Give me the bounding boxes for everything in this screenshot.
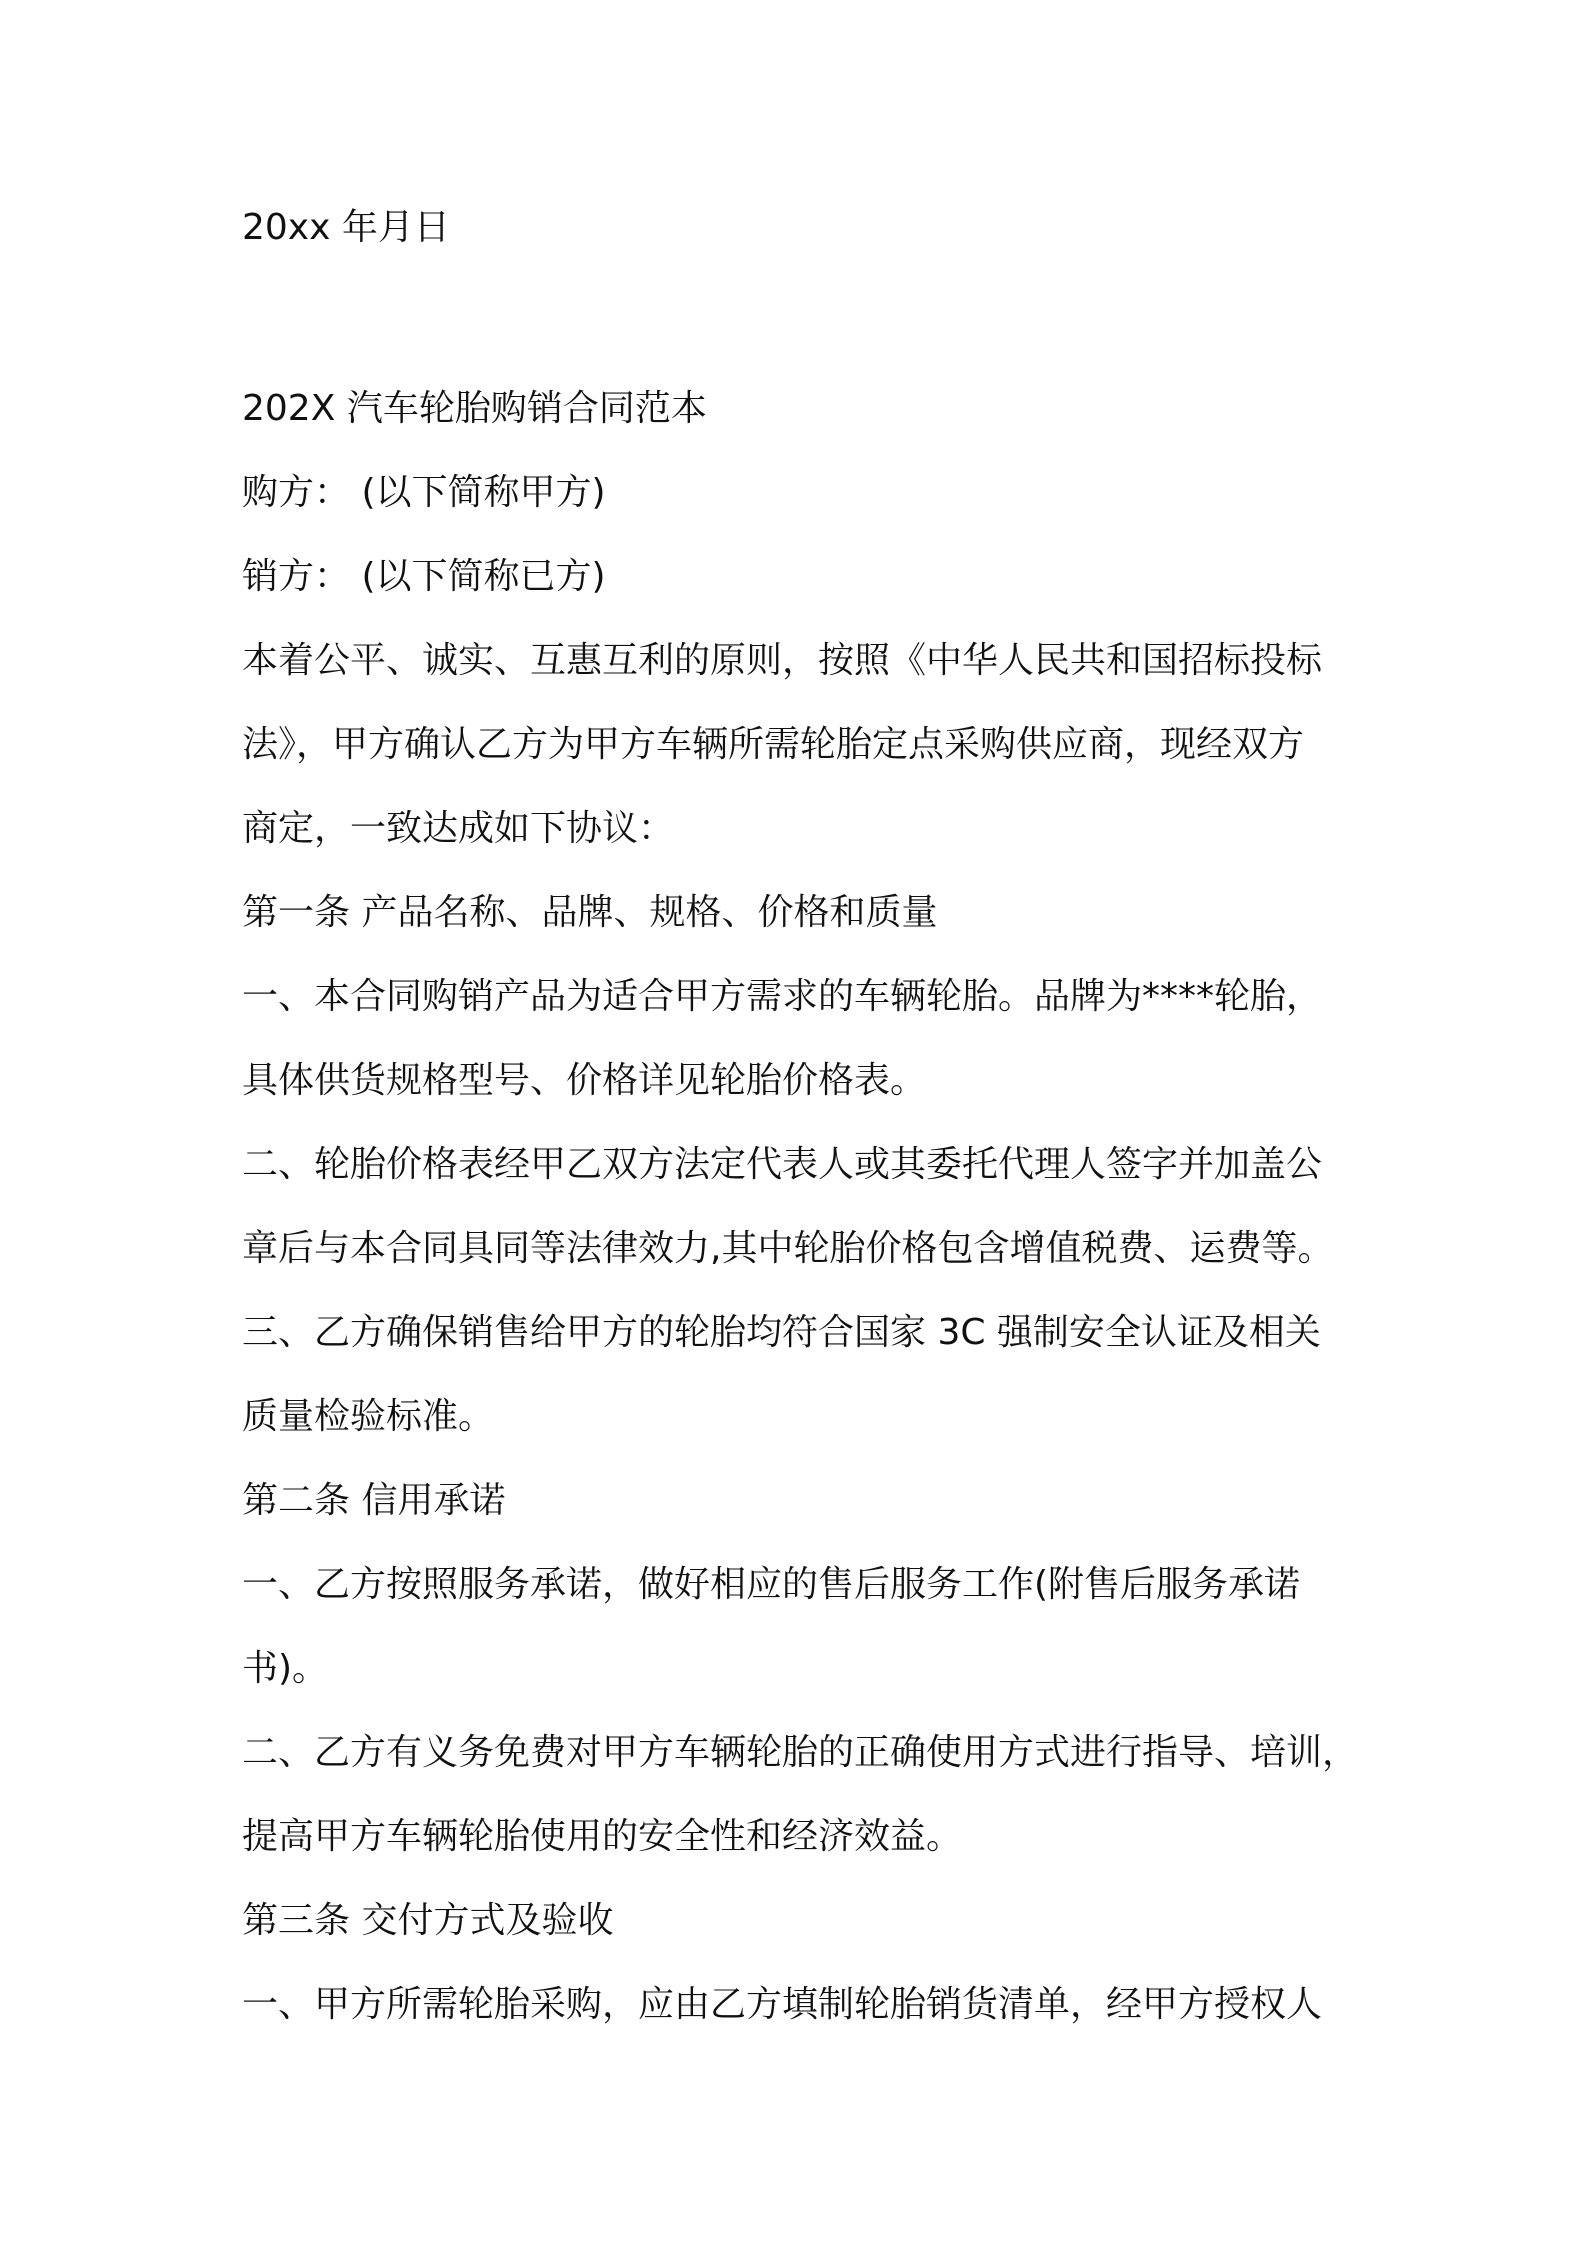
section-heading: 第一条 产品名称、品牌、规格、价格和质量 — [242, 892, 938, 933]
paragraph-line: 提高甲方车辆轮胎使用的安全性和经济效益。 — [242, 1816, 963, 1857]
paragraph-line: 商定，一致达成如下协议： — [242, 808, 675, 849]
paragraph-line: 一、甲方所需轮胎采购，应由乙方填制轮胎销货清单，经甲方授权人 — [242, 1984, 1323, 2025]
date-line: 20xx 年月日 — [242, 207, 450, 248]
paragraph-line: 章后与本合同具同等法律效力,其中轮胎价格包含增值税费、运费等。 — [242, 1228, 1334, 1269]
paragraph-line: 书)。 — [242, 1648, 329, 1689]
paragraph-line: 二、轮胎价格表经甲乙双方法定代表人或其委托代理人签字并加盖公 — [242, 1144, 1323, 1185]
document-body — [242, 367, 1358, 2047]
paragraph-line: 具体供货规格型号、价格详见轮胎价格表。 — [242, 1060, 927, 1101]
buyer-line: 购方： (以下简称甲方) — [242, 472, 606, 513]
paragraph-line: 一、乙方按照服务承诺，做好相应的售后服务工作(附售后服务承诺 — [242, 1564, 1301, 1605]
paragraph-line: 本着公平、诚实、互惠互利的原则，按照《中华人民共和国招标投标 — [242, 640, 1323, 681]
paragraph-line: 三、乙方确保销售给甲方的轮胎均符合国家 3C 强制安全认证及相关 — [242, 1312, 1321, 1353]
paragraph-line: 法》，甲方确认乙方为甲方车辆所需轮胎定点采购供应商，现经双方 — [242, 724, 1305, 765]
paragraph-line: 质量检验标准。 — [242, 1396, 495, 1437]
seller-line: 销方： (以下简称已方) — [242, 556, 606, 597]
contract-title: 202X 汽车轮胎购销合同范本 — [242, 388, 707, 429]
paragraph-line: 一、本合同购销产品为适合甲方需求的车辆轮胎。品牌为****轮胎， — [242, 976, 1323, 1017]
section-heading: 第二条 信用承诺 — [242, 1480, 506, 1521]
paragraph-line: 二、乙方有义务免费对甲方车辆轮胎的正确使用方式进行指导、培训， — [242, 1732, 1358, 1773]
section-heading: 第三条 交付方式及验收 — [242, 1900, 614, 1941]
